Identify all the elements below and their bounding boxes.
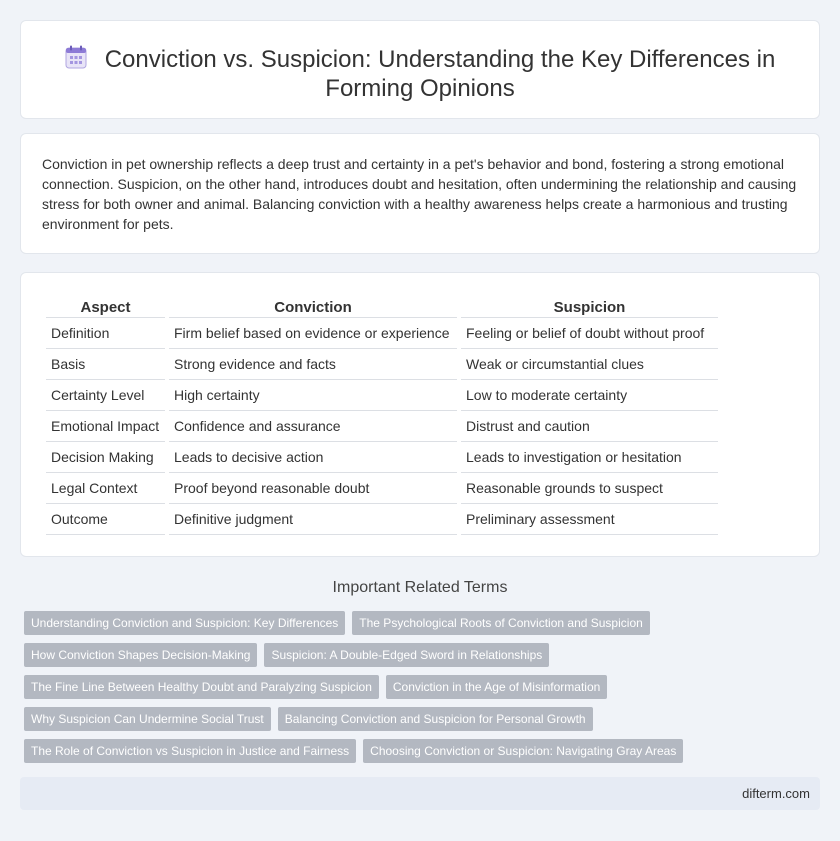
related-term-link[interactable]: The Psychological Roots of Conviction and Suspicion <box>352 611 650 635</box>
related-term-link[interactable]: Balancing Conviction and Suspicion for Personal Growth <box>278 707 593 731</box>
table-row <box>46 349 718 380</box>
footer-site-link[interactable]: difterm.com <box>742 786 810 801</box>
header-suspicion: Suspicion <box>461 293 718 318</box>
table-cell: Legal Context <box>46 473 165 504</box>
related-terms-title: Important Related Terms <box>332 579 508 596</box>
table-cell: Weak or circumstantial clues <box>461 349 718 380</box>
tag-row <box>24 643 824 667</box>
table-cell: High certainty <box>169 380 457 411</box>
comparison-card <box>20 272 820 557</box>
related-term-link[interactable]: The Role of Conviction vs Suspicion in Justice and Fairness <box>24 739 356 763</box>
table-cell: Firm belief based on evidence or experience <box>169 318 457 349</box>
related-term-link[interactable]: The Fine Line Between Healthy Doubt and Paralyzing Suspicion <box>24 675 379 699</box>
header-card <box>20 20 820 119</box>
related-term-link[interactable]: Conviction in the Age of Misinformation <box>386 675 607 699</box>
table-cell: Leads to decisive action <box>169 442 457 473</box>
table-cell: Confidence and assurance <box>169 411 457 442</box>
table-cell: Distrust and caution <box>461 411 718 442</box>
table-cell: Definitive judgment <box>169 504 457 535</box>
table-cell: Emotional Impact <box>46 411 165 442</box>
related-term-link[interactable]: Understanding Conviction and Suspicion: Key Differences <box>24 611 345 635</box>
table-header-row <box>46 293 718 318</box>
footer <box>20 777 820 810</box>
related-term-link[interactable]: Suspicion: A Double-Edged Sword in Relationships <box>264 643 549 667</box>
tag-row <box>24 707 824 731</box>
related-terms-list <box>24 611 824 771</box>
table-row <box>46 442 718 473</box>
table-cell: Definition <box>46 318 165 349</box>
table-cell: Decision Making <box>46 442 165 473</box>
intro-card <box>20 133 820 254</box>
table-cell: Reasonable grounds to suspect <box>461 473 718 504</box>
calendar-icon <box>65 45 87 69</box>
related-term-link[interactable]: How Conviction Shapes Decision-Making <box>24 643 257 667</box>
table-cell: Low to moderate certainty <box>461 380 718 411</box>
table-cell: Leads to investigation or hesitation <box>461 442 718 473</box>
table-cell: Strong evidence and facts <box>169 349 457 380</box>
comparison-table <box>42 293 722 535</box>
tag-row <box>24 611 824 635</box>
related-term-link[interactable]: Why Suspicion Can Undermine Social Trust <box>24 707 271 731</box>
intro-paragraph: Conviction in pet ownership reflects a deep trust and certainty in a pet's behavior and bond, fostering a strong emotional connection. Suspicion, on the other hand, introduces doubt and hesitation, often undermining the relationship and causing stress for both owner and animal. Balancing conviction with a healthy awareness helps create a harmonious and trusting environment for pets. <box>42 156 797 232</box>
page-title-wrap <box>61 45 779 103</box>
table-row <box>46 318 718 349</box>
table-row <box>46 504 718 535</box>
header-conviction: Conviction <box>169 293 457 318</box>
table-row <box>46 473 718 504</box>
table-row <box>46 411 718 442</box>
tag-row <box>24 675 824 699</box>
table-cell: Preliminary assessment <box>461 504 718 535</box>
table-cell: Feeling or belief of doubt without proof <box>461 318 718 349</box>
header-aspect: Aspect <box>46 293 165 318</box>
table-cell: Certainty Level <box>46 380 165 411</box>
page-title: Conviction vs. Suspicion: Understanding the Key Differences in Forming Opinions <box>104 46 776 102</box>
related-term-link[interactable]: Choosing Conviction or Suspicion: Navigating Gray Areas <box>363 739 683 763</box>
table-cell: Outcome <box>46 504 165 535</box>
tag-row <box>24 739 824 763</box>
table-cell: Proof beyond reasonable doubt <box>169 473 457 504</box>
table-row <box>46 380 718 411</box>
table-cell: Basis <box>46 349 165 380</box>
